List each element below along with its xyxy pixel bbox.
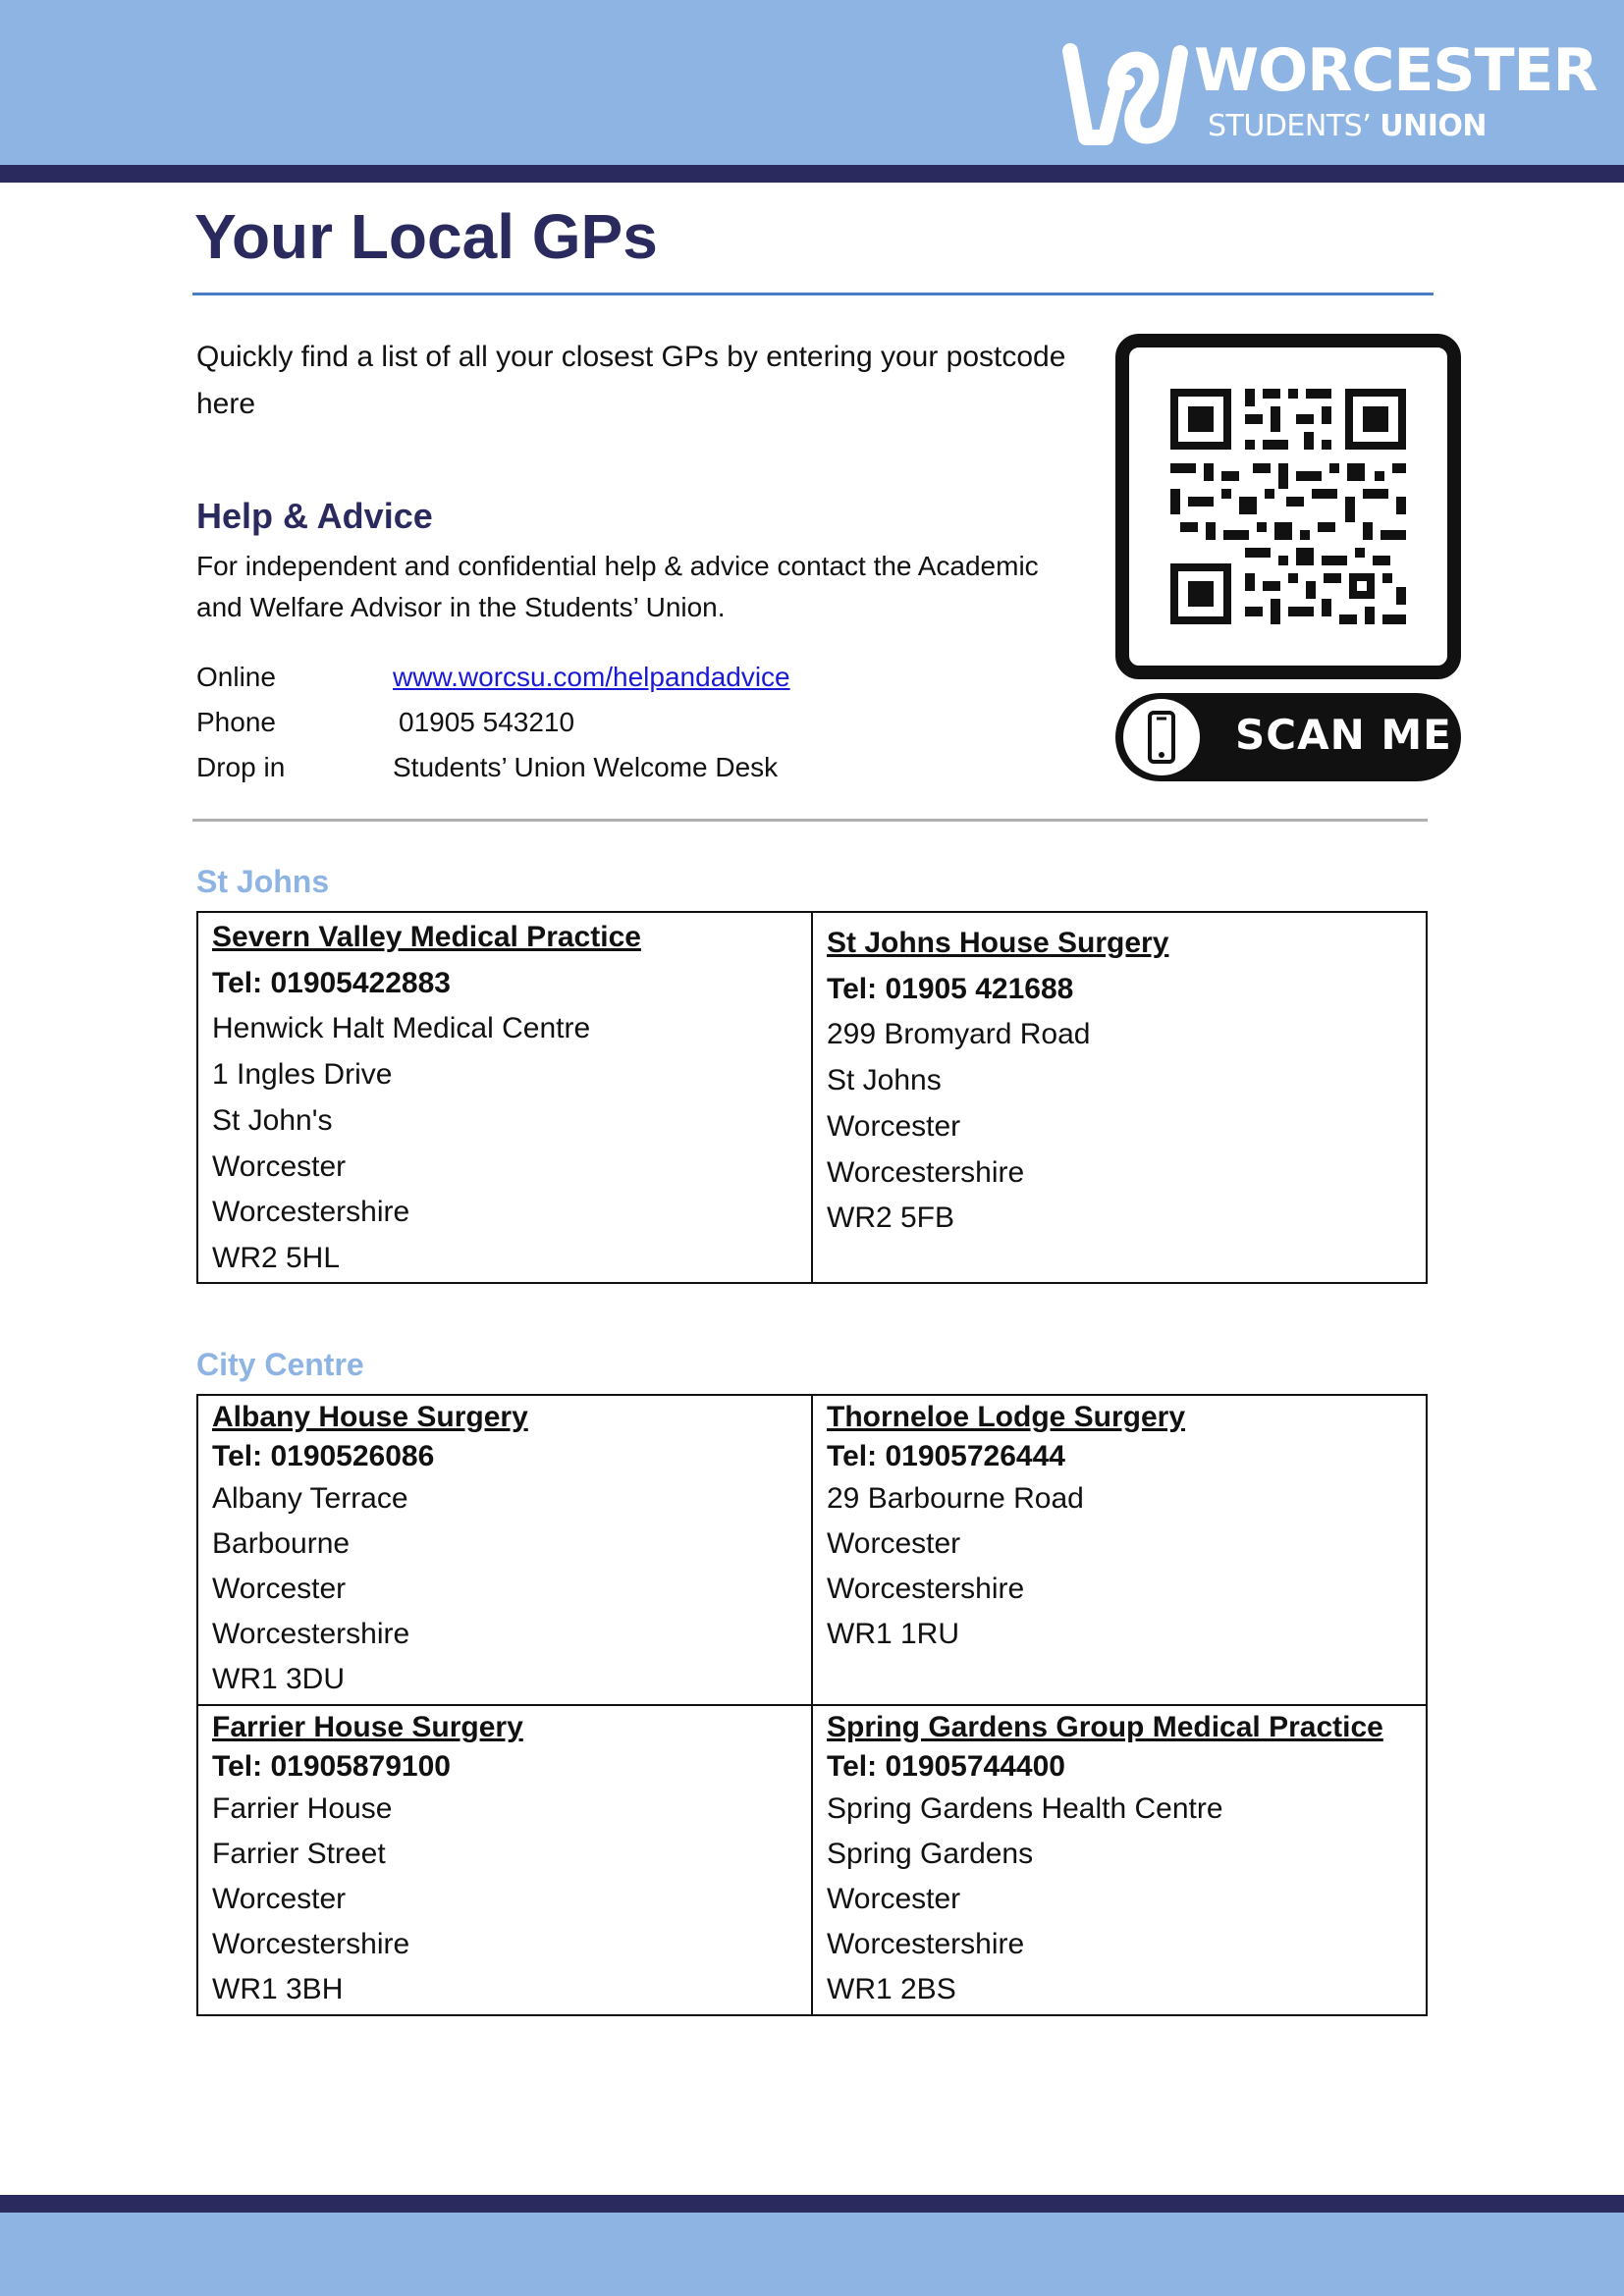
logo-subtitle	[1208, 109, 1488, 143]
gp-address-line: St John's	[212, 1103, 333, 1137]
logo-sub-regular: STUDENTS’	[1208, 109, 1372, 143]
contact-value: Students’ Union Welcome Desk	[393, 752, 779, 782]
gp-address-line: Albany Terrace	[212, 1482, 408, 1515]
gp-card	[812, 912, 1427, 1283]
gp-name: St Johns House Surgery	[827, 927, 1169, 959]
gp-address-line: Farrier House	[212, 1792, 393, 1825]
gp-card	[197, 1705, 812, 2015]
contact-label: Phone	[196, 707, 276, 737]
gp-address-line: Worcestershire	[827, 1155, 1025, 1189]
gp-card	[197, 912, 812, 1283]
help-heading: Help & Advice	[196, 496, 433, 536]
scan-me-label: SCAN ME	[1235, 711, 1452, 759]
intro-text: Quickly find a list of all your closest GPs by entering your postcode here	[196, 341, 1066, 420]
gp-address-line: WR1 1RU	[827, 1618, 960, 1650]
title-divider	[192, 293, 1434, 295]
gp-telephone: Tel: 01905 421688	[827, 972, 1074, 1005]
worcester-su-logo[interactable]	[1058, 36, 1598, 145]
gp-address-line: 29 Barbourne Road	[827, 1482, 1084, 1515]
gp-address-line: Worcestershire	[827, 1573, 1025, 1605]
gp-name: Thorneloe Lodge Surgery	[827, 1401, 1186, 1433]
help-advice-link[interactable]: www.worcsu.com/helpandadvice	[393, 662, 790, 692]
gp-address-line: Worcestershire	[212, 1618, 410, 1650]
gp-card	[812, 1705, 1427, 2015]
gp-address-line: WR2 5FB	[827, 1201, 955, 1235]
gp-table-city-centre	[196, 1394, 1428, 2016]
gp-telephone: Tel: 0190526086	[212, 1440, 435, 1472]
logo-wordmark: WORCESTER	[1194, 36, 1597, 105]
gp-address-line: Worcester	[827, 1527, 961, 1560]
footer-stripe	[0, 2195, 1624, 2213]
gp-name: Spring Gardens Group Medical Practice	[827, 1711, 1383, 1743]
gp-address-line: Spring Gardens Health Centre	[827, 1792, 1223, 1825]
gp-table-st-johns	[196, 911, 1428, 1284]
footer-band	[0, 2213, 1624, 2296]
table-row	[197, 912, 1427, 1283]
contact-value: 01905 543210	[399, 707, 575, 737]
gp-address-line: Henwick Halt Medical Centre	[212, 1012, 591, 1045]
section-heading-city-centre: City Centre	[196, 1347, 364, 1382]
gp-telephone: Tel: 01905744400	[827, 1750, 1065, 1783]
gp-address-line: 299 Bromyard Road	[827, 1018, 1091, 1051]
su-logo-mark	[1058, 43, 1188, 145]
gp-telephone: Tel: 01905879100	[212, 1750, 451, 1783]
section-heading-st-johns: St Johns	[196, 864, 330, 899]
page-title: Your Local GPs	[194, 201, 658, 272]
table-row	[197, 1705, 1427, 2015]
gp-address-line: WR2 5HL	[212, 1241, 341, 1274]
phone-icon	[1123, 699, 1200, 775]
contact-label: Online	[196, 662, 276, 692]
gp-name: Severn Valley Medical Practice	[212, 921, 641, 953]
gp-address-line: WR1 2BS	[827, 1973, 956, 2005]
qr-code[interactable]	[1115, 334, 1461, 679]
gp-address-line: Worcester	[827, 1883, 961, 1915]
scan-me-badge	[1115, 693, 1461, 781]
gp-card	[812, 1395, 1427, 1705]
gp-address-line: Worcester	[827, 1109, 961, 1143]
gp-address-line: Spring Gardens	[827, 1838, 1034, 1870]
logo-sub-bold: UNION	[1380, 109, 1488, 143]
help-description: For independent and confidential help & advice contact the Academic and Welfare Advisor in the Students’ Union.	[196, 551, 1039, 622]
gp-name: Albany House Surgery	[212, 1401, 528, 1433]
gp-address-line: Farrier Street	[212, 1838, 386, 1870]
table-row	[197, 1395, 1427, 1705]
gp-address-line: 1 Ingles Drive	[212, 1058, 393, 1092]
gp-address-line: Worcester	[212, 1573, 347, 1605]
gp-address-line: Worcester	[212, 1149, 347, 1183]
gp-address-line: WR1 3BH	[212, 1973, 344, 2005]
gp-telephone: Tel: 01905726444	[827, 1440, 1065, 1472]
header-stripe	[0, 165, 1624, 183]
gp-telephone: Tel: 01905422883	[212, 966, 451, 999]
gp-name: Farrier House Surgery	[212, 1711, 523, 1743]
gp-address-line: St Johns	[827, 1064, 942, 1097]
gp-address-line: Worcestershire	[212, 1928, 410, 1960]
section-divider	[192, 819, 1428, 822]
gp-address-line: Worcestershire	[827, 1928, 1025, 1960]
qr-pattern	[1129, 347, 1447, 666]
gp-card	[197, 1395, 812, 1705]
gp-address-line: Barbourne	[212, 1527, 351, 1560]
gp-address-line: WR1 3DU	[212, 1663, 346, 1695]
gp-address-line: Worcestershire	[212, 1196, 410, 1229]
contact-label: Drop in	[196, 752, 286, 782]
gp-address-line: Worcester	[212, 1883, 347, 1915]
